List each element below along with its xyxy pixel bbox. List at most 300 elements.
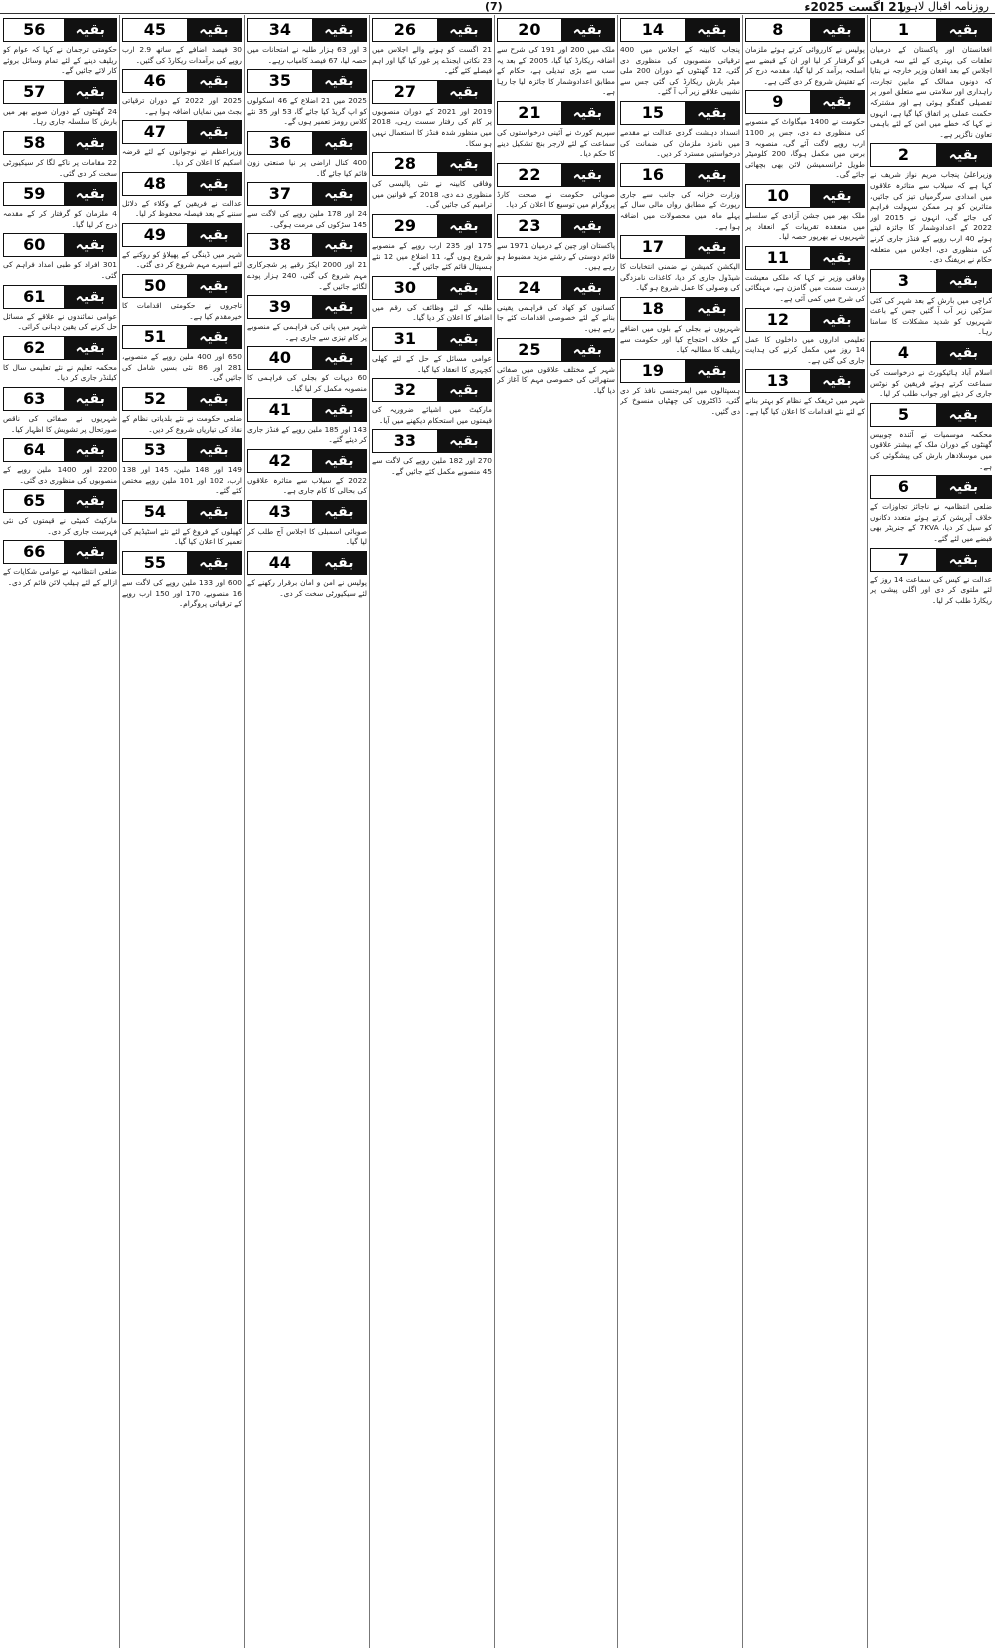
continuation-number: 15 xyxy=(621,102,685,124)
continuation-word: بقیہ xyxy=(187,326,241,348)
continuation-item xyxy=(3,387,117,435)
continuation-label xyxy=(122,387,242,411)
continuation-word: بقیہ xyxy=(187,439,241,461)
news-column xyxy=(870,15,992,1648)
continuation-number: 61 xyxy=(4,286,64,308)
continuation-number: 25 xyxy=(498,339,561,361)
continuation-number: 22 xyxy=(498,164,561,186)
continuation-number: 3 xyxy=(871,270,936,292)
continuation-label xyxy=(3,489,117,513)
continuation-item xyxy=(372,214,492,273)
continuation-label xyxy=(745,246,865,270)
continuation-number: 65 xyxy=(4,490,64,512)
continuation-number: 20 xyxy=(498,19,561,41)
continuation-number: 52 xyxy=(123,388,187,410)
continuation-word: بقیہ xyxy=(64,541,116,563)
continuation-item xyxy=(122,325,242,384)
continuation-word: بقیہ xyxy=(312,450,366,472)
continuation-text: انسداد دہشت گردی عدالت نے مقدمے میں نامزد ملزمان کی ضمانت کی درخواستیں مسترد کر دیں۔ xyxy=(620,127,740,159)
continuation-text: 400 کنال اراضی پر نیا صنعتی زون قائم کیا جائے گا۔ xyxy=(247,157,367,178)
continuation-word: بقیہ xyxy=(312,234,366,256)
continuation-text: پولیس نے امن و امان برقرار رکھنے کے لئے سیکیورٹی سخت کر دی۔ xyxy=(247,578,367,598)
continuation-label xyxy=(870,403,992,427)
continuation-item xyxy=(870,475,992,544)
news-column xyxy=(372,15,492,1648)
continuation-label xyxy=(3,336,117,360)
continuation-number: 36 xyxy=(248,132,312,154)
continuation-item xyxy=(3,489,117,537)
continuation-label xyxy=(372,276,492,300)
continuation-item xyxy=(497,163,615,211)
masthead xyxy=(0,0,995,14)
continuation-label xyxy=(247,233,367,257)
continuation-number: 55 xyxy=(123,552,187,574)
continuation-label xyxy=(247,398,367,422)
continuation-number: 30 xyxy=(373,277,437,299)
continuation-item xyxy=(122,223,242,271)
continuation-word: بقیہ xyxy=(561,19,614,41)
continuation-label xyxy=(497,18,615,42)
continuation-item xyxy=(745,308,865,367)
continuation-text: کھیلوں کے فروغ کے لئے نئے اسٹیڈیم کی تعمیر کا اعلان کیا گیا۔ xyxy=(122,526,242,547)
continuation-word: بقیہ xyxy=(685,164,739,186)
continuation-label xyxy=(122,18,242,42)
continuation-item xyxy=(620,235,740,294)
continuation-label xyxy=(745,369,865,393)
continuation-label xyxy=(122,500,242,524)
continuation-item xyxy=(247,182,367,230)
continuation-number: 19 xyxy=(621,360,685,382)
continuation-number: 12 xyxy=(746,309,810,331)
continuation-label xyxy=(870,18,992,42)
continuation-word: بقیہ xyxy=(437,19,491,41)
continuation-word: بقیہ xyxy=(561,164,614,186)
continuation-label xyxy=(620,163,740,187)
continuation-item xyxy=(122,387,242,435)
continuation-item xyxy=(122,69,242,117)
continuation-label xyxy=(3,285,117,309)
continuation-text: مارکیٹ میں اشیائے ضروریہ کی قیمتوں میں استحکام دیکھنے میں آیا۔ xyxy=(372,405,492,425)
column-divider xyxy=(867,15,868,1648)
continuation-text: ضلعی انتظامیہ نے عوامی شکایات کے ازالے کے لئے ہیلپ لائن قائم کر دی۔ xyxy=(3,567,117,588)
continuation-item xyxy=(3,233,117,281)
continuation-item xyxy=(745,369,865,417)
continuation-word: بقیہ xyxy=(561,102,614,124)
continuation-text: صوبائی اسمبلی کا اجلاس آج طلب کر لیا گیا۔ xyxy=(247,526,367,547)
continuation-word: بقیہ xyxy=(312,296,366,318)
continuation-number: 16 xyxy=(621,164,685,186)
continuation-item xyxy=(372,152,492,211)
continuation-number: 26 xyxy=(373,19,437,41)
continuation-item xyxy=(122,120,242,168)
continuation-word: بقیہ xyxy=(936,144,991,166)
continuation-item xyxy=(497,214,615,273)
continuation-item xyxy=(3,182,117,230)
continuation-text: پاکستان اور چین کے درمیان 1971 سے قائم دوستی کے رشتے مزید مضبوط ہو رہے ہیں۔ xyxy=(497,240,615,272)
continuation-word: بقیہ xyxy=(936,19,991,41)
continuation-text: عوامی نمائندوں نے علاقے کے مسائل حل کرنے کی یقین دہانی کرائی۔ xyxy=(3,311,117,332)
continuation-text: سپریم کورٹ نے آئینی درخواستوں کی سماعت کے لئے لارجر بنچ تشکیل دینے کا حکم دیا۔ xyxy=(497,127,615,159)
continuation-word: بقیہ xyxy=(685,298,739,320)
continuation-label xyxy=(620,359,740,383)
continuation-text: شہر میں ٹریفک کے نظام کو بہتر بنانے کے لئے نئے اقدامات کا اعلان کیا گیا ہے۔ xyxy=(745,396,865,416)
continuation-word: بقیہ xyxy=(936,342,991,364)
continuation-label xyxy=(620,101,740,125)
continuation-word: بقیہ xyxy=(187,19,241,41)
continuation-number: 18 xyxy=(621,298,685,320)
continuation-number: 7 xyxy=(871,549,936,571)
continuation-number: 11 xyxy=(746,247,810,269)
continuation-text: شہریوں نے صفائی کی ناقص صورتحال پر تشویش کا اظہار کیا۔ xyxy=(3,413,117,434)
continuation-number: 10 xyxy=(746,185,810,207)
continuation-number: 9 xyxy=(746,91,810,113)
continuation-item xyxy=(247,449,367,497)
continuation-item xyxy=(3,131,117,179)
continuation-label xyxy=(3,540,117,564)
continuation-text: پنجاب کابینہ کے اجلاس میں 400 ترقیاتی منصوبوں کی منظوری دی گئی، 12 گھنٹوں کے دوران 200 ملی میٹر بارش ریکارڈ کی گئی جس سے نشیبی علاقے زیر آب آ گئے۔ xyxy=(620,45,740,97)
continuation-item xyxy=(122,274,242,322)
continuation-label xyxy=(122,325,242,349)
continuation-number: 56 xyxy=(4,19,64,41)
continuation-word: بقیہ xyxy=(685,360,739,382)
continuation-number: 6 xyxy=(871,476,936,498)
continuation-item xyxy=(247,398,367,446)
continuation-word: بقیہ xyxy=(685,19,739,41)
continuation-number: 29 xyxy=(373,215,437,237)
continuation-text: 22 مقامات پر ناکے لگا کر سیکیورٹی سخت کر دی گئی۔ xyxy=(3,157,117,178)
continuation-number: 24 xyxy=(498,277,561,299)
continuation-item xyxy=(247,295,367,343)
continuation-text: 2025 میں 21 اضلاع کے 46 اسکولوں کو اپ گریڈ کیا جائے گا، 53 اور 35 نئے کلاس رومز تعمیر ہوں گے۔ xyxy=(247,96,367,127)
continuation-item xyxy=(372,327,492,375)
continuation-number: 39 xyxy=(248,296,312,318)
continuation-text: 270 اور 182 ملین روپے کی لاگت سے 45 منصوبے مکمل کئے جائیں گے۔ xyxy=(372,456,492,476)
continuation-item xyxy=(247,346,367,394)
continuation-text: 2025 اور 2022 کے دوران ترقیاتی بجٹ میں نمایاں اضافہ ہوا ہے۔ xyxy=(122,96,242,116)
news-column xyxy=(122,15,242,1648)
continuation-text: ضلعی حکومت نے نئے بلدیاتی نظام کے نفاذ کی تیاریاں شروع کر دیں۔ xyxy=(122,413,242,434)
continuation-label xyxy=(122,551,242,575)
continuation-text: وفاقی وزیر نے کہا کہ ملکی معیشت درست سمت میں گامزن ہے، مہنگائی کی شرح میں کمی آئی ہے۔ xyxy=(745,272,865,303)
continuation-word: بقیہ xyxy=(561,215,614,237)
continuation-text: وفاقی کابینہ نے نئی پالیسی کی منظوری دے دی، 2018 کے قوانین میں ترامیم کی جائیں گی۔ xyxy=(372,179,492,210)
column-divider xyxy=(119,15,120,1648)
continuation-text: تاجروں نے حکومتی اقدامات کا خیرمقدم کیا ہے۔ xyxy=(122,300,242,321)
continuation-word: بقیہ xyxy=(64,286,116,308)
continuation-word: بقیہ xyxy=(187,70,241,92)
continuation-label xyxy=(497,101,615,125)
continuation-label xyxy=(372,214,492,238)
continuation-word: بقیہ xyxy=(312,501,366,523)
continuation-word: بقیہ xyxy=(810,309,864,331)
continuation-text: افغانستان اور پاکستان کے درمیان تعلقات کی بہتری کے لئے سہ فریقی اجلاس کے بعد افغان وزیر خارجہ نے بتایا کہ دونوں ممالک کے مابین تجارت، راہداری اور سلامتی سے متعلق امور پر تفصیلی گفتگو ہوئی ہے اور مشترکہ حکمت عملی پر اتفاق کیا گیا ہے، انہوں نے کہا کہ خطے میں امن کے لئے باہمی تعاون ناگزیر ہے۔ xyxy=(870,45,992,139)
continuation-label xyxy=(247,182,367,206)
continuation-number: 33 xyxy=(373,430,437,452)
continuation-word: بقیہ xyxy=(312,132,366,154)
continuation-item xyxy=(870,18,992,140)
continuation-word: بقیہ xyxy=(187,388,241,410)
continuation-item xyxy=(870,341,992,400)
continuation-label xyxy=(3,438,117,462)
continuation-text: ضلعی انتظامیہ نے ناجائز تجاوزات کے خلاف آپریشن کرتے ہوئے متعدد دکانوں کو سیل کر دیا، 7KVA کے جنریٹر بھی قبضے میں لئے گئے۔ xyxy=(870,502,992,543)
continuation-item xyxy=(247,551,367,599)
continuation-word: بقیہ xyxy=(187,121,241,143)
continuation-word: بقیہ xyxy=(810,91,864,113)
news-column xyxy=(247,15,367,1648)
continuation-item xyxy=(620,297,740,356)
continuation-label xyxy=(122,438,242,462)
continuation-text: محکمہ موسمیات نے آئندہ چوبیس گھنٹوں کے دوران ملک کے بیشتر علاقوں میں موسلادھار بارش کی پیشگوئی کی ہے۔ xyxy=(870,429,992,471)
continuation-number: 62 xyxy=(4,337,64,359)
continuation-number: 59 xyxy=(4,183,64,205)
continuation-label xyxy=(372,429,492,453)
continuation-number: 31 xyxy=(373,328,437,350)
continuation-item xyxy=(620,18,740,98)
continuation-number: 54 xyxy=(123,501,187,523)
continuation-word: بقیہ xyxy=(312,70,366,92)
continuation-text: 21 اور 2000 ایکڑ رقبے پر شجرکاری مہم شروع کی گئی، 240 ہزار پودے لگائے جائیں گے۔ xyxy=(247,260,367,291)
continuation-label xyxy=(372,327,492,351)
continuation-text: شہریوں نے بجلی کے بلوں میں اضافے کے خلاف احتجاج کیا اور حکومت سے ریلیف کا مطالبہ کیا۔ xyxy=(620,323,740,355)
continuation-item xyxy=(3,336,117,384)
continuation-item xyxy=(122,500,242,548)
continuation-item xyxy=(372,429,492,477)
continuation-number: 37 xyxy=(248,183,312,205)
continuation-text: 600 اور 133 ملین روپے کی لاگت سے 16 منصوبے، 170 اور 150 ارب روپے کے ترقیاتی پروگرام۔ xyxy=(122,578,242,609)
continuation-text: 30 فیصد اضافے کے ساتھ 2.9 ارب روپے کی برآمدات ریکارڈ کی گئیں۔ xyxy=(122,45,242,65)
continuation-number: 49 xyxy=(123,224,187,246)
continuation-item xyxy=(247,131,367,179)
continuation-label xyxy=(745,184,865,208)
continuation-label xyxy=(247,551,367,575)
continuation-item xyxy=(3,438,117,486)
continuation-text: اسلام آباد ہائیکورٹ نے درخواست کی سماعت کرتے ہوئے فریقین کو نوٹس جاری کر دیئے اور جواب طلب کر لیا۔ xyxy=(870,368,992,399)
continuation-label xyxy=(3,80,117,104)
continuation-word: بقیہ xyxy=(64,439,116,461)
continuation-label xyxy=(122,69,242,93)
continuation-number: 50 xyxy=(123,275,187,297)
continuation-number: 46 xyxy=(123,70,187,92)
continuation-text: 143 اور 185 ملین روپے کے فنڈز جاری کر دیئے گئے۔ xyxy=(247,424,367,445)
continuation-item xyxy=(372,18,492,77)
continuation-text: پولیس نے کارروائی کرتے ہوئے ملزمان کو گرفتار کر لیا اور ان کے قبضے سے اسلحہ برآمد کر لیا گیا، مقدمہ درج کر کے تفتیش شروع کر دی گئی ہے۔ xyxy=(745,45,865,86)
continuation-text: کسانوں کو کھاد کی فراہمی یقینی بنانے کے لئے خصوصی اقدامات کئے جا رہے ہیں۔ xyxy=(497,302,615,333)
news-column xyxy=(745,15,865,1648)
continuation-item xyxy=(870,548,992,607)
continuation-label xyxy=(372,80,492,104)
continuation-word: بقیہ xyxy=(685,102,739,124)
continuation-item xyxy=(372,378,492,426)
continuation-number: 5 xyxy=(871,404,936,426)
continuation-number: 58 xyxy=(4,132,64,154)
continuation-item xyxy=(870,403,992,472)
continuation-label xyxy=(497,214,615,238)
news-column xyxy=(497,15,615,1648)
continuation-item xyxy=(870,269,992,338)
continuation-text: 3 اور 63 ہزار طلبہ نے امتحانات میں حصہ لیا، 67 فیصد کامیاب رہے۔ xyxy=(247,45,367,65)
column-divider xyxy=(742,15,743,1648)
continuation-word: بقیہ xyxy=(936,549,991,571)
continuation-number: 53 xyxy=(123,439,187,461)
continuation-item xyxy=(3,80,117,128)
continuation-text: شہر میں ڈینگی کے پھیلاؤ کو روکنے کے لئے اسپرے مہم شروع کر دی گئی۔ xyxy=(122,249,242,270)
continuation-text: 24 گھنٹوں کے دوران صوبے بھر میں بارش کا سلسلہ جاری رہا۔ xyxy=(3,106,117,127)
continuation-word: بقیہ xyxy=(64,234,116,256)
continuation-word: بقیہ xyxy=(64,388,116,410)
continuation-number: 23 xyxy=(498,215,561,237)
continuation-label xyxy=(620,18,740,42)
continuation-word: بقیہ xyxy=(437,328,491,350)
continuation-word: بقیہ xyxy=(936,404,991,426)
column-divider xyxy=(494,15,495,1648)
continuation-text: حکومتی ترجمان نے کہا کہ عوام کو ریلیف دینے کے لئے تمام وسائل بروئے کار لائے جائیں گے۔ xyxy=(3,45,117,76)
continuation-number: 14 xyxy=(621,19,685,41)
continuation-word: بقیہ xyxy=(64,490,116,512)
continuation-text: 301 افراد کو طبی امداد فراہم کی گئی۔ xyxy=(3,260,117,280)
continuation-item xyxy=(247,69,367,128)
page-number: (7) xyxy=(485,0,503,13)
continuation-label xyxy=(620,235,740,259)
continuation-item xyxy=(122,551,242,610)
continuation-number: 38 xyxy=(248,234,312,256)
continuation-word: بقیہ xyxy=(64,183,116,205)
continuation-item xyxy=(497,101,615,160)
continuation-text: وزیراعلیٰ پنجاب مریم نواز شریف نے کہا ہے کہ سیلاب سے متاثرہ علاقوں میں امدادی سرگرمیاں تیز کی جائیں، متاثرین کو ہر ممکن سہولت فراہم کی جائے گی، انہوں نے 2015 اور 2022 کے اعدادوشمار کا جائزہ لیتے ہوئے 40 ارب روپے کے فنڈز جاری کرنے کی منظوری دی، اجلاس میں متعلقہ حکام نے بریفنگ دی۔ xyxy=(870,170,992,265)
continuation-number: 2 xyxy=(871,144,936,166)
continuation-text: تعلیمی اداروں میں داخلوں کا عمل 14 روز میں مکمل کرنے کی ہدایت جاری کی گئی ہے۔ xyxy=(745,334,865,365)
continuation-text: طلبہ کے لئے وظائف کی رقم میں اضافے کا اعلان کر دیا گیا۔ xyxy=(372,302,492,323)
continuation-number: 28 xyxy=(373,153,437,175)
continuation-number: 60 xyxy=(4,234,64,256)
continuation-item xyxy=(122,438,242,497)
continuation-text: عوامی مسائل کے حل کے لئے کھلی کچہری کا انعقاد کیا گیا۔ xyxy=(372,353,492,374)
continuation-word: بقیہ xyxy=(936,476,991,498)
continuation-word: بقیہ xyxy=(810,247,864,269)
continuation-item xyxy=(870,143,992,265)
continuation-label xyxy=(497,276,615,300)
continuation-item xyxy=(745,90,865,181)
continuation-number: 43 xyxy=(248,501,312,523)
continuation-label xyxy=(247,500,367,524)
continuation-text: 4 ملزمان کو گرفتار کر کے مقدمہ درج کر لیا گیا۔ xyxy=(3,209,117,229)
continuation-number: 8 xyxy=(746,19,810,41)
continuation-text: وزارت خزانہ کی جانب سے جاری رپورٹ کے مطابق رواں مالی سال کے پہلے ماہ میں محصولات میں اضافہ ہوا ہے۔ xyxy=(620,189,740,231)
continuation-label xyxy=(372,152,492,176)
continuation-item xyxy=(3,285,117,333)
continuation-label xyxy=(122,120,242,144)
column-divider xyxy=(369,15,370,1648)
continuation-number: 4 xyxy=(871,342,936,364)
continuation-item xyxy=(3,18,117,77)
continuation-item xyxy=(745,184,865,243)
continuation-label xyxy=(745,90,865,114)
continuation-text: الیکشن کمیشن نے ضمنی انتخابات کا شیڈول جاری کر دیا، کاغذات نامزدگی کی وصولی کا عمل شروع ہو گیا۔ xyxy=(620,262,740,293)
continuation-label xyxy=(122,172,242,196)
continuation-text: شہر کے مختلف علاقوں میں صفائی ستھرائی کی خصوصی مہم کا آغاز کر دیا گیا۔ xyxy=(497,364,615,395)
continuation-number: 66 xyxy=(4,541,64,563)
continuation-word: بقیہ xyxy=(64,132,116,154)
continuation-label xyxy=(372,18,492,42)
continuation-label xyxy=(3,233,117,257)
continuation-label xyxy=(3,182,117,206)
continuation-label xyxy=(3,387,117,411)
continuation-item xyxy=(745,246,865,305)
continuation-text: 175 اور 235 ارب روپے کے منصوبے شروع ہوں گے، 11 اضلاع میں 12 نئے ہسپتال قائم کئے جائیں گے۔ xyxy=(372,240,492,272)
continuation-text: 149 اور 148 ملین، 145 اور 138 ارب، 102 اور 101 ملین روپے مختص کئے گئے۔ xyxy=(122,465,242,496)
continuation-label xyxy=(122,223,242,247)
continuation-word: بقیہ xyxy=(312,19,366,41)
continuation-label xyxy=(870,269,992,293)
continuation-item xyxy=(372,80,492,149)
continuation-label xyxy=(247,131,367,155)
continuation-text: 2022 کے سیلاب سے متاثرہ علاقوں کی بحالی کا کام جاری ہے۔ xyxy=(247,475,367,496)
continuation-word: بقیہ xyxy=(187,501,241,523)
continuation-item xyxy=(122,172,242,220)
continuation-number: 57 xyxy=(4,81,64,103)
continuation-text: صوبائی حکومت نے صحت کارڈ پروگرام میں توسیع کا اعلان کر دیا۔ xyxy=(497,189,615,210)
continuation-word: بقیہ xyxy=(437,153,491,175)
newspaper-name: روزنامہ اقبال لاہور xyxy=(900,0,989,13)
continuation-text: شہر میں پانی کی فراہمی کے منصوبے پر کام تیزی سے جاری ہے۔ xyxy=(247,322,367,342)
continuation-text: 24 اور 178 ملین روپے کی لاگت سے 145 سڑکوں کی مرمت ہوگی۔ xyxy=(247,209,367,229)
continuation-number: 40 xyxy=(248,347,312,369)
continuation-text: ملک میں 200 اور 191 کی شرح سے اضافہ ریکارڈ کیا گیا، 2005 کے بعد یہ سب سے بڑی تبدیلی ہے، حکام کے مطابق اعدادوشمار کا جائزہ لیا جا رہا ہے۔ xyxy=(497,45,615,97)
issue-date: 21 اگست 2025ء xyxy=(804,0,905,14)
continuation-word: بقیہ xyxy=(312,552,366,574)
continuation-label xyxy=(247,295,367,319)
continuation-word: بقیہ xyxy=(561,277,614,299)
continuation-word: بقیہ xyxy=(187,224,241,246)
continuation-word: بقیہ xyxy=(437,277,491,299)
continuation-label xyxy=(497,163,615,187)
continuation-number: 51 xyxy=(123,326,187,348)
continuation-label xyxy=(3,131,117,155)
continuation-label xyxy=(745,18,865,42)
continuation-number: 41 xyxy=(248,399,312,421)
continuation-label xyxy=(247,346,367,370)
continuation-item xyxy=(3,540,117,588)
continuation-label xyxy=(247,18,367,42)
continuation-item xyxy=(247,500,367,548)
continuation-item xyxy=(372,276,492,324)
continuation-item xyxy=(620,163,740,232)
continuation-label xyxy=(247,69,367,93)
continuation-number: 45 xyxy=(123,19,187,41)
continuation-item xyxy=(497,338,615,397)
continuation-item xyxy=(497,276,615,335)
continuation-word: بقیہ xyxy=(64,19,116,41)
continuation-text: وزیراعظم نے نوجوانوں کے لئے قرضہ اسکیم کا اعلان کر دیا۔ xyxy=(122,147,242,167)
continuation-number: 1 xyxy=(871,19,936,41)
continuation-number: 17 xyxy=(621,236,685,258)
continuation-label xyxy=(870,475,992,499)
continuation-label xyxy=(247,449,367,473)
continuation-label xyxy=(870,341,992,365)
continuation-label xyxy=(497,338,615,362)
continuation-text: ہسپتالوں میں ایمرجنسی نافذ کر دی گئی، ڈاکٹروں کی چھٹیاں منسوخ کر دی گئیں۔ xyxy=(620,385,740,416)
continuation-word: بقیہ xyxy=(561,339,614,361)
continuation-word: بقیہ xyxy=(936,270,991,292)
continuation-number: 64 xyxy=(4,439,64,461)
continuation-number: 42 xyxy=(248,450,312,472)
continuation-number: 27 xyxy=(373,81,437,103)
continuation-number: 35 xyxy=(248,70,312,92)
continuation-text: کراچی میں بارش کے بعد شہر کی کئی سڑکیں زیر آب آ گئیں جس کے باعث شہریوں کو شدید مشکلات کا سامنا رہا۔ xyxy=(870,295,992,337)
continuation-word: بقیہ xyxy=(810,185,864,207)
continuation-word: بقیہ xyxy=(437,430,491,452)
continuation-item xyxy=(497,18,615,98)
continuation-word: بقیہ xyxy=(437,379,491,401)
